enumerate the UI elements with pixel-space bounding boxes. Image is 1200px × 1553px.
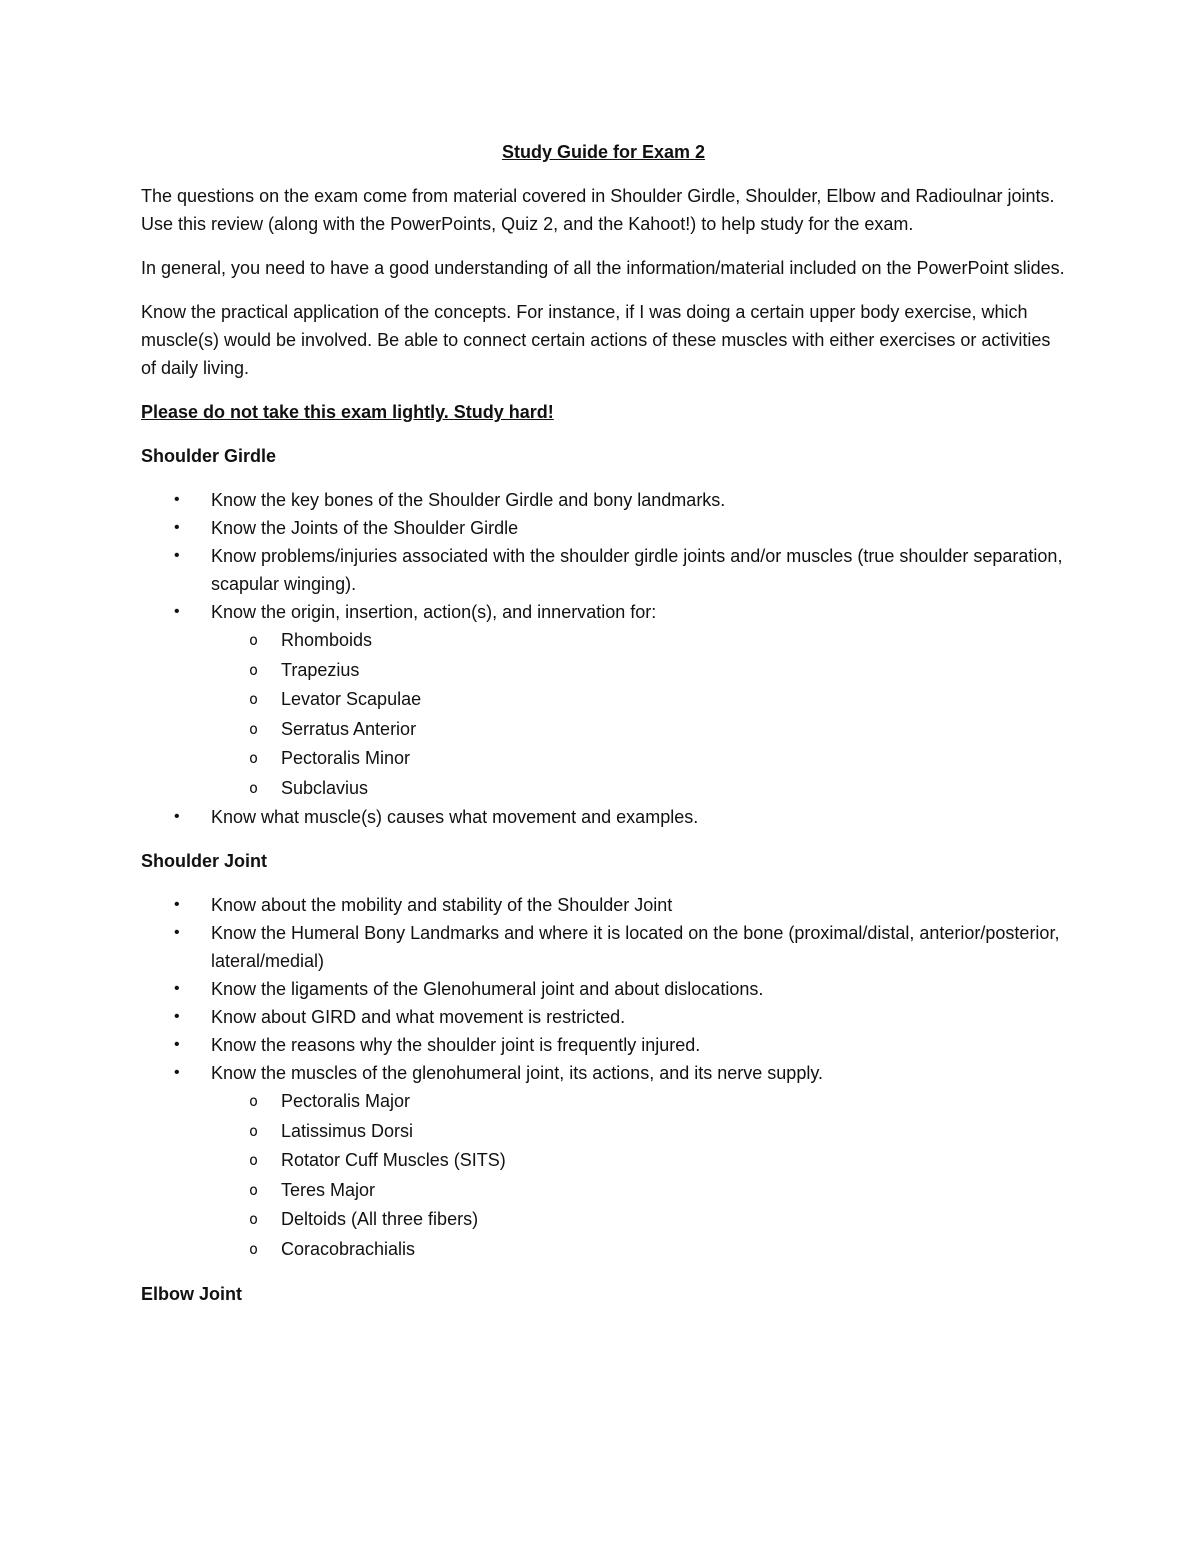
sub-list-item bbox=[211, 1205, 1066, 1235]
list-item-text: Know the Joints of the Shoulder Girdle bbox=[211, 518, 519, 538]
sub-list-item-text: Coracobrachialis bbox=[281, 1238, 416, 1259]
intro-paragraph: Know the practical application of the concepts. For instance, if I was doing a certain upper body exercise, which muscle(s) would be involved. Be able to connect certain actions of these muscles with either exercises or activities of daily living. bbox=[141, 302, 1051, 378]
list-item-text: Know the reasons why the shoulder joint is frequently injured. bbox=[211, 1035, 701, 1055]
list-item-text: Know the Humeral Bony Landmarks and where it is located on the bone (proximal/distal, anterior/posterior, lateral/medial) bbox=[211, 923, 1060, 971]
sub-list-item-text: Deltoids (All three fibers) bbox=[281, 1209, 479, 1229]
bullet-icon: • bbox=[174, 808, 180, 825]
bullet-list bbox=[141, 486, 1066, 831]
sub-list-item bbox=[211, 774, 1066, 804]
sub-list-item-text: Subclavius bbox=[281, 777, 369, 798]
bullet-icon: • bbox=[174, 924, 180, 941]
list-item bbox=[141, 514, 1066, 542]
sub-bullet-icon: o bbox=[249, 660, 259, 679]
sub-bullet-icon: o bbox=[249, 1210, 259, 1228]
sub-bullet-icon: o bbox=[249, 1239, 259, 1258]
sub-bullet-icon: o bbox=[249, 1121, 259, 1140]
sub-list-item bbox=[211, 1117, 1066, 1147]
list-item-text: Know the muscles of the glenohumeral joint, its actions, and its nerve supply. bbox=[211, 1063, 823, 1083]
section-heading: Elbow Joint bbox=[141, 1284, 242, 1304]
sub-list-item bbox=[211, 1176, 1066, 1206]
sub-bullet-icon: o bbox=[249, 690, 259, 708]
list-item-text: Know problems/injuries associated with the shoulder girdle joints and/or muscles (true shoulder separation, scapular winging). bbox=[211, 546, 1063, 594]
sub-list bbox=[211, 626, 1066, 803]
sub-list-item-text: Teres Major bbox=[281, 1179, 376, 1200]
bullet-icon: • bbox=[174, 1008, 180, 1025]
sub-list-item bbox=[211, 715, 1066, 745]
sub-list-item bbox=[211, 656, 1066, 686]
sub-list-item-text: Pectoralis Major bbox=[281, 1091, 411, 1111]
list-item bbox=[141, 486, 1066, 514]
sub-bullet-icon: o bbox=[249, 631, 259, 649]
list-item bbox=[141, 1031, 1066, 1059]
intro-paragraph: In general, you need to have a good understanding of all the information/material included on the PowerPoint slides. bbox=[141, 258, 1065, 278]
list-item-text: Know about the mobility and stability of the Shoulder Joint bbox=[211, 895, 673, 915]
list-item bbox=[141, 891, 1066, 919]
sub-list bbox=[211, 1087, 1066, 1264]
sub-bullet-icon: o bbox=[249, 778, 259, 797]
sub-list-item-text: Rhomboids bbox=[281, 630, 373, 650]
sub-list-item bbox=[211, 1146, 1066, 1176]
sub-list-item-text: Levator Scapulae bbox=[281, 689, 422, 709]
study-warning: Please do not take this exam lightly. Study hard! bbox=[141, 402, 554, 422]
list-item-text: Know about GIRD and what movement is restricted. bbox=[211, 1007, 626, 1027]
sub-bullet-icon: o bbox=[249, 1151, 259, 1169]
bullet-icon: • bbox=[174, 1064, 180, 1081]
bullet-icon: • bbox=[174, 491, 180, 508]
list-item-text: Know the key bones of the Shoulder Girdle and bony landmarks. bbox=[211, 490, 726, 510]
intro-paragraph: The questions on the exam come from material covered in Shoulder Girdle, Shoulder, Elbow and Radioulnar joints. Use this review (along with the PowerPoints, Quiz 2, and the Kahoot!) to help study for the exam. bbox=[141, 186, 1055, 234]
bullet-icon: • bbox=[174, 547, 180, 564]
section-heading: Shoulder Joint bbox=[141, 851, 267, 871]
sub-bullet-icon: o bbox=[249, 749, 259, 767]
bullet-icon: • bbox=[174, 519, 180, 536]
list-item bbox=[141, 1059, 1066, 1264]
sub-list-item-text: Rotator Cuff Muscles (SITS) bbox=[281, 1150, 506, 1170]
bullet-icon: • bbox=[174, 896, 180, 913]
sub-list-item-text: Latissimus Dorsi bbox=[281, 1120, 414, 1141]
list-item-text: Know the origin, insertion, action(s), and innervation for: bbox=[211, 602, 657, 622]
sub-bullet-icon: o bbox=[249, 1180, 259, 1199]
list-item bbox=[141, 803, 1066, 831]
page-title: Study Guide for Exam 2 bbox=[501, 142, 706, 162]
sub-list-item bbox=[211, 1087, 1066, 1117]
sections-container bbox=[141, 442, 1066, 1308]
sub-list-item-text: Serratus Anterior bbox=[281, 718, 417, 739]
sub-list-item-text: Trapezius bbox=[281, 659, 360, 680]
sub-list-item bbox=[211, 685, 1066, 715]
bullet-list bbox=[141, 891, 1066, 1264]
list-item bbox=[141, 1003, 1066, 1031]
list-item bbox=[141, 598, 1066, 803]
sub-bullet-icon: o bbox=[249, 1092, 259, 1110]
list-item bbox=[141, 542, 1066, 598]
list-item bbox=[141, 975, 1066, 1003]
list-item-text: Know the ligaments of the Glenohumeral joint and about dislocations. bbox=[211, 979, 764, 999]
document-page bbox=[141, 138, 1066, 1324]
bullet-icon: • bbox=[174, 1036, 180, 1053]
section-heading: Shoulder Girdle bbox=[141, 446, 277, 466]
list-item-text: Know what muscle(s) causes what movement and examples. bbox=[211, 807, 699, 827]
sub-list-item bbox=[211, 744, 1066, 774]
bullet-icon: • bbox=[174, 603, 180, 620]
bullet-icon: • bbox=[174, 980, 180, 997]
sub-bullet-icon: o bbox=[249, 719, 259, 738]
sub-list-item-text: Pectoralis Minor bbox=[281, 748, 411, 768]
sub-list-item bbox=[211, 626, 1066, 656]
list-item bbox=[141, 919, 1066, 975]
sub-list-item bbox=[211, 1235, 1066, 1265]
